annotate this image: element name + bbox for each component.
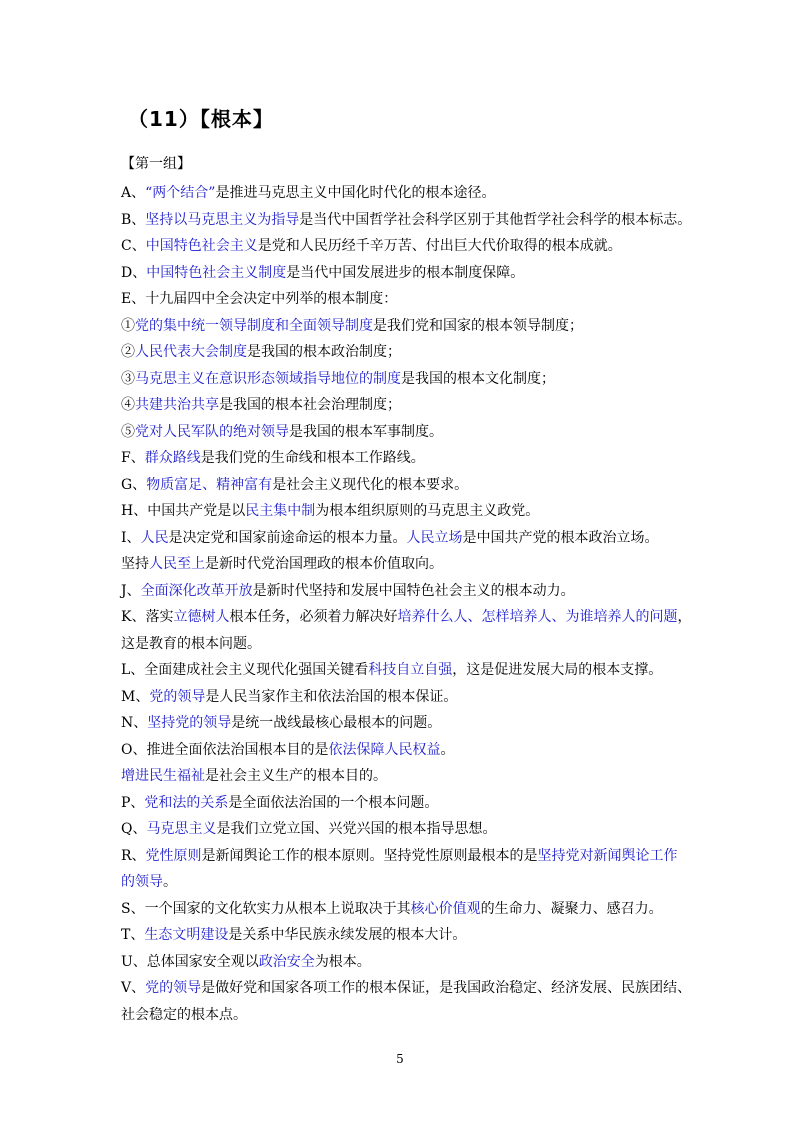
text-line xyxy=(121,922,696,949)
highlighted-text: 党性原则 xyxy=(145,847,202,864)
body-text: F、 xyxy=(121,450,145,466)
body-text: G、 xyxy=(121,476,147,493)
body-text: 这是教育的根本问题。 xyxy=(121,635,261,652)
body-text: O、推进全面依法治国根本目的是 xyxy=(121,741,329,758)
highlighted-text: 中国特色社会主义 xyxy=(145,238,258,254)
body-text: ④ xyxy=(121,397,135,413)
body-text: 是当代中国哲学社会科学区别于其他哲学社会科学的根本标志。 xyxy=(299,211,692,228)
text-line xyxy=(121,260,696,287)
body-text: 是全面依法治国的一个根本问题。 xyxy=(228,794,439,811)
text-line xyxy=(121,763,696,790)
body-text: V、 xyxy=(121,980,146,996)
body-text: 是我国的根本军事制度。 xyxy=(289,423,443,440)
body-text: 是做好党和国家各项工作的根本保证，是我国政治稳定、经济发展、民族团结、 xyxy=(201,980,692,996)
highlighted-text: 物质富足、精神富有 xyxy=(146,476,273,493)
body-text: 是中国共产党的根本政治立场。 xyxy=(462,529,659,546)
text-line xyxy=(121,869,696,896)
highlighted-text: 党的集中统一领导制度和全面领导制度 xyxy=(135,317,373,334)
highlighted-text: 人民代表大会制度 xyxy=(135,344,247,360)
body-text: 是新闻舆论工作的根本原则。坚持党性原则最根本的是 xyxy=(201,847,538,864)
text-line xyxy=(121,1002,696,1029)
text-line xyxy=(121,472,696,499)
body-text: 是决定党和国家前途命运的根本力量。 xyxy=(168,529,407,546)
text-line xyxy=(121,366,696,393)
text-line xyxy=(121,949,696,976)
body-text: B、 xyxy=(121,211,146,228)
body-text: A、 xyxy=(121,185,146,201)
body-text: 。 xyxy=(163,874,177,890)
group-label: 【第一组】 xyxy=(121,156,191,172)
body-text: 社会稳定的根本点。 xyxy=(121,1006,247,1023)
body-text: 是我国的根本政治制度； xyxy=(247,344,401,360)
highlighted-text: 党对人民军队的绝对领导 xyxy=(135,423,289,440)
body-text: 是关系中华民族永续发展的根本大计。 xyxy=(228,927,467,943)
text-line xyxy=(121,657,696,684)
body-text: H、中国共产党是以 xyxy=(121,503,246,519)
body-text: P、 xyxy=(121,794,145,811)
highlighted-text: 人民至上 xyxy=(149,556,205,572)
body-text: 是我们党的生命线和根本工作路线。 xyxy=(200,450,425,466)
highlighted-text: 依法保障人民权益 xyxy=(328,741,441,758)
text-line xyxy=(121,313,696,340)
highlighted-text: 立德树人 xyxy=(173,609,230,625)
highlighted-text: 马克思主义在意识形态领域指导地位的制度 xyxy=(135,370,401,387)
body-text: ② xyxy=(121,344,135,360)
body-text: K、落实 xyxy=(121,609,174,625)
text-line xyxy=(121,286,696,313)
body-text: C、 xyxy=(121,238,146,254)
text-line xyxy=(121,392,696,419)
text-line xyxy=(121,816,696,843)
body-text: 是社会主义现代化的根本要求。 xyxy=(272,476,469,493)
highlighted-text: 群众路线 xyxy=(144,450,201,466)
text-line xyxy=(121,339,696,366)
text-line xyxy=(121,525,696,552)
text-line xyxy=(121,737,696,764)
highlighted-text: 全面深化改革开放 xyxy=(140,582,253,599)
body-text: 是新时代党治国理政的根本价值取向。 xyxy=(205,556,443,572)
body-text: D、 xyxy=(121,264,147,281)
text-line xyxy=(121,207,696,234)
body-text: 是我们党和国家的根本领导制度； xyxy=(373,317,583,334)
body-text: 为根本。 xyxy=(314,953,371,970)
text-line xyxy=(121,896,696,923)
body-text: ③ xyxy=(121,370,135,387)
section-title: （11）【根本】 xyxy=(128,107,274,131)
highlighted-text: 共建共治共享 xyxy=(135,397,219,413)
body-text: 是新时代坚持和发展中国特色社会主义的根本动力。 xyxy=(252,582,575,599)
highlighted-text: 中国特色社会主义制度 xyxy=(146,264,287,281)
highlighted-text: 培养什么人、怎样培养人、为谁培养人的问题 xyxy=(397,609,678,625)
highlighted-text: 增进民生福祉 xyxy=(121,768,205,784)
text-line xyxy=(121,445,696,472)
body-text: U、总体国家安全观以 xyxy=(121,953,259,970)
highlighted-text: 坚持党对新闻舆论工作 xyxy=(537,847,678,864)
body-text: 是推进马克思主义中国化时代化的根本途径。 xyxy=(215,185,496,201)
body-text: 是当代中国发展进步的根本制度保障。 xyxy=(286,264,525,281)
page-number: 5 xyxy=(396,1052,404,1066)
text-line xyxy=(121,790,696,817)
body-text: 是我国的根本文化制度； xyxy=(401,370,555,387)
highlighted-text: 人民 xyxy=(140,529,169,546)
body-text: 根本任务，必须着力解决好 xyxy=(229,609,398,625)
highlighted-text: 政治安全 xyxy=(258,953,315,970)
highlighted-text: 的领导 xyxy=(121,874,163,890)
body-text: 是我们立党立国、兴党兴国的根本指导思想。 xyxy=(216,821,497,837)
text-line xyxy=(121,578,696,605)
text-line xyxy=(121,843,696,870)
content-lines xyxy=(121,180,696,1028)
body-text: 是我国的根本社会治理制度； xyxy=(219,397,401,413)
body-text: 是党和人民历经千辛万苦、付出巨大代价取得的根本成就。 xyxy=(257,238,622,254)
body-text: E、十九届四中全会决定中列举的根本制度： xyxy=(121,291,398,307)
body-text: 为根本组织原则的马克思主义政党。 xyxy=(315,503,540,519)
text-line xyxy=(121,233,696,260)
body-text: J、 xyxy=(121,582,141,599)
highlighted-text: 坚持以马克思主义为指导 xyxy=(145,211,300,228)
highlighted-text: 党和法的关系 xyxy=(144,794,229,811)
highlighted-text: 生态文明建设 xyxy=(144,927,229,943)
body-text: I、 xyxy=(121,529,141,546)
highlighted-text: 党的领导 xyxy=(149,688,206,705)
highlighted-text: 党的领导 xyxy=(145,980,202,996)
body-text: L、全面建成社会主义现代化强国关键看 xyxy=(121,662,369,678)
text-line xyxy=(121,498,696,525)
body-text: Q、 xyxy=(121,821,147,837)
body-text: T、 xyxy=(121,927,145,943)
body-text: ， xyxy=(677,609,692,625)
body-text: ⑤ xyxy=(121,423,135,440)
highlighted-text: 马克思主义 xyxy=(146,821,217,837)
body-text: ，这是促进发展大局的根本支撑。 xyxy=(452,662,663,678)
text-line xyxy=(121,551,696,578)
highlighted-text: 人民立场 xyxy=(406,529,463,546)
text-line xyxy=(121,419,696,446)
body-text: M、 xyxy=(121,688,150,705)
text-line xyxy=(121,604,696,631)
body-text: ① xyxy=(121,317,135,334)
text-line xyxy=(121,684,696,711)
body-text: 是统一战线最核心最根本的问题。 xyxy=(231,715,442,731)
body-text: 是社会主义生产的根本目的。 xyxy=(205,768,387,784)
body-text: 。 xyxy=(440,741,455,758)
text-line xyxy=(121,975,696,1002)
highlighted-text: “两个结合” xyxy=(145,185,216,201)
text-line xyxy=(121,180,696,207)
highlighted-text: 坚持党的领导 xyxy=(147,715,232,731)
text-line xyxy=(121,631,696,658)
highlighted-text: 科技自立自强 xyxy=(368,662,453,678)
highlighted-text: 民主集中制 xyxy=(245,503,316,519)
text-line xyxy=(121,710,696,737)
body-text: R、 xyxy=(121,847,146,864)
body-text: N、 xyxy=(121,715,148,731)
body-text: 坚持 xyxy=(121,556,149,572)
body-text: S、一个国家的文化软实力从根本上说取决于其 xyxy=(121,900,411,917)
body-text: 的生命力、凝聚力、感召力。 xyxy=(480,900,663,917)
highlighted-text: 核心价值观 xyxy=(410,900,481,917)
body-text: 是人民当家作主和依法治国的根本保证。 xyxy=(205,688,458,705)
